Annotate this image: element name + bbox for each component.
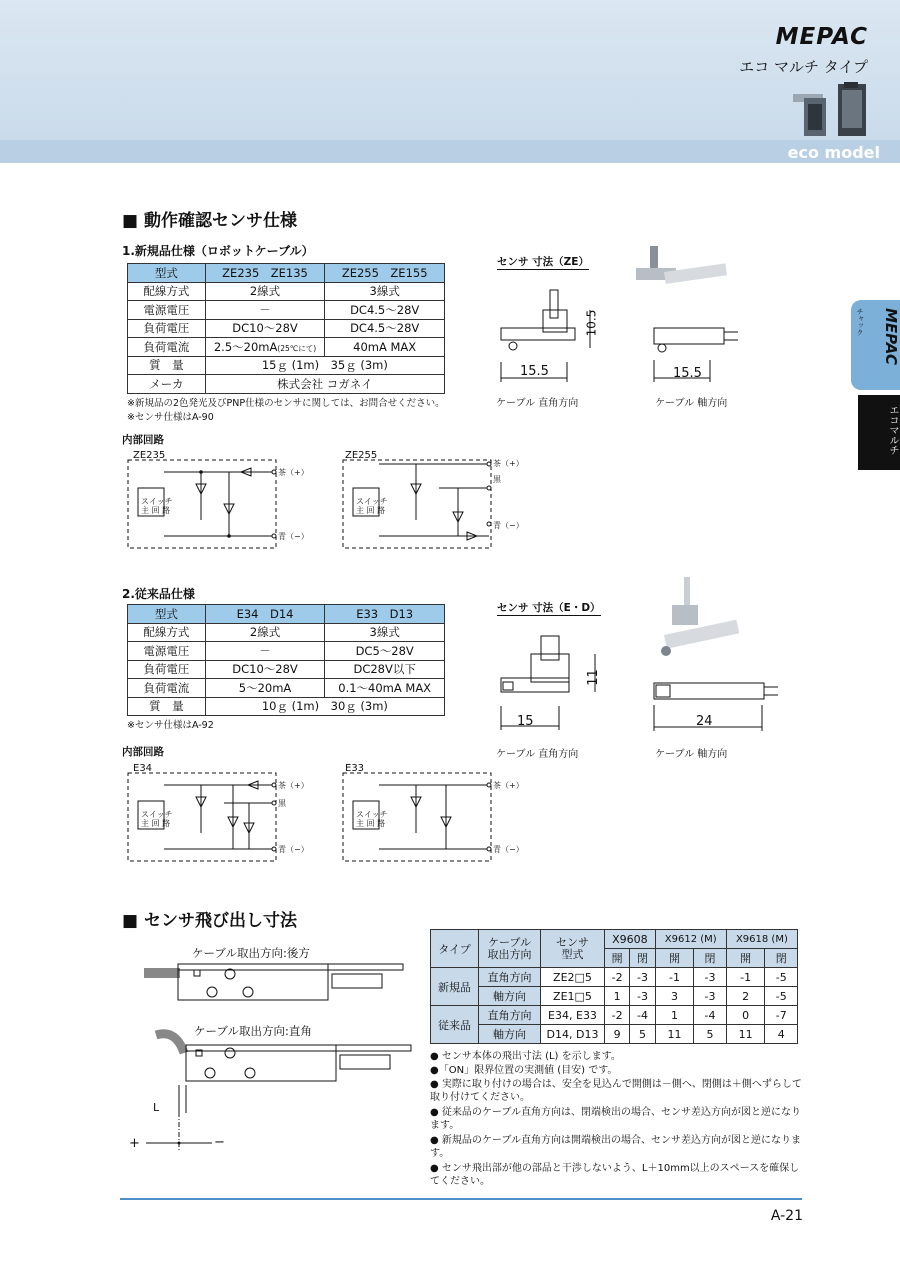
table-row [128,301,445,320]
table-row [128,660,445,679]
side-tab-brand [851,300,900,390]
table-cell: DC10～28V [205,319,325,338]
bullet-note: ● 実際に取り付けの場合は、安全を見込んで開側は－側へ、閉側は＋側へずらして取り付けてください。 [430,1079,802,1103]
table-header: 型式 [128,605,206,624]
page-header [0,0,900,163]
wire-brown: 茶（+） [493,781,524,790]
dim-caption: ケーブル 直角方向 [496,749,579,760]
circuit-label: ZE255 [345,450,378,461]
table-cell: DC28V以下 [325,660,445,679]
value-cell: 3 [655,987,694,1006]
dim-value: 15.5 [520,364,549,379]
value-cell: 4 [765,1025,798,1044]
dim-caption: ケーブル 直角方向 [496,398,579,409]
row-label: 配線方式 [128,623,206,642]
value-cell: 0 [726,1006,765,1025]
table-cell: 10ｇ (1m) 30ｇ (3m) [205,697,444,716]
model-header: X9618 (M) [726,930,797,949]
new-spec-table [127,263,445,394]
old-spec-title: 2.従来品仕様 [122,587,195,601]
section-title-sensor-spec: ■ 動作確認センサ仕様 [122,211,297,231]
dir-cell: 直角方向 [479,968,541,987]
wire-blue: 青（−） [493,845,524,854]
wire-blue: 青（−） [493,521,524,530]
bullet-note: ● 新規品のケーブル直角方向は開端検出の場合、センサ差込方向が図と逆になります。 [430,1135,802,1159]
table-header: E33 D13 [325,605,445,624]
table-cell: 3線式 [325,282,445,301]
sensor-cell: ZE2□5 [541,968,605,987]
table-row [128,623,445,642]
table-row [431,987,798,1006]
value-cell: 11 [726,1025,765,1044]
sensor-photo-ed [650,575,740,670]
row-label: 配線方式 [128,282,206,301]
header-band [0,140,900,163]
wire-blue: 青（−） [278,532,309,541]
row-label: 負荷電圧 [128,660,206,679]
value-cell: -7 [765,1006,798,1025]
eco-model-label: eco model [787,143,880,162]
dim-value: 11 [585,669,601,686]
section-title-protrusion: ■ センサ飛び出し寸法 [122,911,297,931]
type-cell: 新規品 [431,968,479,1006]
row-label: 負荷電圧 [128,319,206,338]
dir-cell: 軸方向 [479,1025,541,1044]
table-row [128,375,445,394]
series-title: エコ マルチ タイプ [739,58,868,76]
bullet-note: ●「ON」限界位置の実測値 (目安) です。 [430,1065,618,1076]
page-number: A-21 [770,1208,803,1224]
table-row [128,697,445,716]
table-cell: － [205,642,325,661]
value-cell: -4 [694,1006,727,1025]
side-tab-category [858,395,900,470]
row-label: 負荷電流 [128,679,206,698]
circuit-switch-label [141,810,173,828]
value-cell: 5 [630,1025,655,1044]
dim-value: 15.5 [673,366,702,381]
table-cell: 0.1～40mA MAX [325,679,445,698]
table-row [128,356,445,375]
table-cell: 3線式 [325,623,445,642]
table-row [128,264,445,283]
current-value: 2.5～20mA [213,339,278,354]
fig-label-right: ケーブル取出方向:直角 [194,1024,312,1038]
table-cell: DC10～28V [205,660,325,679]
dir-cell: 直角方向 [479,1006,541,1025]
table-row [128,642,445,661]
brand-logo: MEPAC [775,24,868,50]
table-row [128,605,445,624]
model-header: X9612 (M) [655,930,726,949]
wire-brown: 茶（+） [278,468,309,477]
row-label: 負荷電流 [128,338,206,357]
circuit-switch-line: スイッチ [356,810,388,819]
open-header: 開 [605,949,630,968]
dim-caption: ケーブル 軸方向 [655,398,728,409]
circuit-switch-line: スイッチ [141,810,173,819]
dir-cell: 軸方向 [479,987,541,1006]
sensor-cell: ZE1□5 [541,987,605,1006]
table-cell: 5～20mA [205,679,325,698]
table-cell: 2線式 [205,623,325,642]
value-cell: -1 [655,968,694,987]
value-cell: -1 [726,968,765,987]
value-cell: -3 [694,968,727,987]
header-line: 取出方向 [487,947,532,961]
row-label: 質 量 [128,356,206,375]
table-row [128,282,445,301]
wire-black: 黒 [278,799,286,808]
table-cell: 40mA MAX [325,338,445,357]
wire-brown: 茶（+） [493,459,524,468]
bullet-note: ● 従来品のケーブル直角方向は、閉端検出の場合、センサ差込方向が図と逆になります。 [430,1107,802,1131]
circuit-switch-line: 主 回 路 [356,506,386,515]
protrusion-table [430,929,798,1044]
product-photo [790,80,875,140]
table-cell: 株式会社 コガネイ [205,375,444,394]
circuit-label: ZE235 [133,450,166,461]
table-row [128,679,445,698]
close-header: 閉 [630,949,655,968]
row-label: メーカ [128,375,206,394]
table-cell: DC4.5～28V [325,301,445,320]
dim-L: L [153,1101,160,1114]
sensor-cell: D14, D13 [541,1025,605,1044]
circuit-switch-label [356,497,388,515]
dim-value: 10.5 [584,309,599,337]
dim-title-ed: センサ 寸法（E・D） [497,602,601,614]
fig-right-drawing [150,1025,395,1085]
table-cell [205,338,325,357]
type-cell: 従来品 [431,1006,479,1044]
current-note: (25℃にて) [277,343,317,353]
model-header: X9608 [605,930,656,949]
close-header: 閉 [765,949,798,968]
table-header: 型式 [128,264,206,283]
table-row [431,1006,798,1025]
table-row [128,338,445,357]
header-line: 型式 [561,947,584,961]
open-header: 開 [655,949,694,968]
footer-rule [120,1198,802,1200]
wire-black: 黒 [493,475,501,484]
table-header [479,930,541,968]
circuit-switch-line: スイッチ [356,497,388,506]
direction-arrow [140,1112,220,1152]
internal-circuit-title: 内部回路 [122,746,164,758]
value-cell: -4 [630,1006,655,1025]
wire-blue: 青（−） [278,845,309,854]
table-header: ZE235 ZE135 [205,264,325,283]
table-cell: － [205,301,325,320]
sensor-photo-ze [630,242,730,297]
dim-caption: ケーブル 軸方向 [655,749,728,760]
table-cell: DC5～28V [325,642,445,661]
value-cell: -2 [605,968,630,987]
circuit-switch-label [356,810,388,828]
value-cell: -3 [630,968,655,987]
table-header [541,930,605,968]
circuit-switch-line: スイッチ [141,497,173,506]
value-cell: 9 [605,1025,630,1044]
value-cell: -2 [605,1006,630,1025]
value-cell: -5 [765,987,798,1006]
bullet-note: ● センサ飛出部が他の部品と干渉しないよう、L＋10mm以上のスペースを確保してください。 [430,1163,800,1187]
bullet-note: ● センサ本体の飛出寸法 (L) を示します。 [430,1051,621,1062]
circuit-label: E34 [133,763,153,774]
circuit-switch-label [141,497,173,515]
internal-circuit-title: 内部回路 [122,434,164,446]
wire-brown: 茶（+） [278,781,309,790]
dim-drawing-ed-axial [650,675,780,735]
fig-label-rear: ケーブル取出方向:後方 [192,946,310,960]
value-cell: 11 [655,1025,694,1044]
circuit-label: E33 [345,763,365,774]
value-cell: -5 [765,968,798,987]
direction-plus: + [129,1136,140,1151]
value-cell: -3 [630,987,655,1006]
side-tab-category-text: エコマルチ [887,405,898,455]
old-spec-table [127,604,445,716]
row-label: 電源電圧 [128,642,206,661]
table-cell: 15ｇ (1m) 35ｇ (3m) [205,356,444,375]
table-row [431,1025,798,1044]
table-header: タイプ [431,930,479,968]
table-header: ZE255 ZE155 [325,264,445,283]
sensor-cell: E34, E33 [541,1006,605,1025]
dim-title-ze: センサ 寸法（ZE） [497,256,589,268]
table-cell: 2線式 [205,282,325,301]
direction-minus: − [214,1135,225,1150]
table-row [431,968,798,987]
table-header: E34 D14 [205,605,325,624]
value-cell: 5 [694,1025,727,1044]
table-cell: DC4.5～28V [325,319,445,338]
value-cell: -3 [694,987,727,1006]
circuit-switch-line: 主 回 路 [141,506,171,515]
table-row [128,319,445,338]
side-tab-sub: チャック [856,308,864,336]
close-header: 閉 [694,949,727,968]
circuit-switch-line: 主 回 路 [356,819,386,828]
open-header: 開 [726,949,765,968]
fig-rear-drawing [142,960,387,1005]
row-label: 電源電圧 [128,301,206,320]
dim-value: 15 [517,714,534,729]
row-label: 質 量 [128,697,206,716]
circuit-switch-line: 主 回 路 [141,819,171,828]
value-cell: 1 [605,987,630,1006]
value-cell: 2 [726,987,765,1006]
table-row [431,930,798,949]
value-cell: 1 [655,1006,694,1025]
dim-value: 24 [696,714,713,729]
note: ※センサ仕様はA-90 [127,412,214,423]
note: ※センサ仕様はA-92 [127,720,214,731]
note: ※新規品の2色発光及びPNP仕様のセンサに関しては、お問合せください。 [127,398,445,409]
new-spec-title: 1.新規品仕様（ロボットケーブル） [122,244,314,258]
header-line: センサ [556,935,589,949]
side-tab-brand-text: MEPAC [882,308,900,365]
header-line: ケーブル [487,935,531,949]
